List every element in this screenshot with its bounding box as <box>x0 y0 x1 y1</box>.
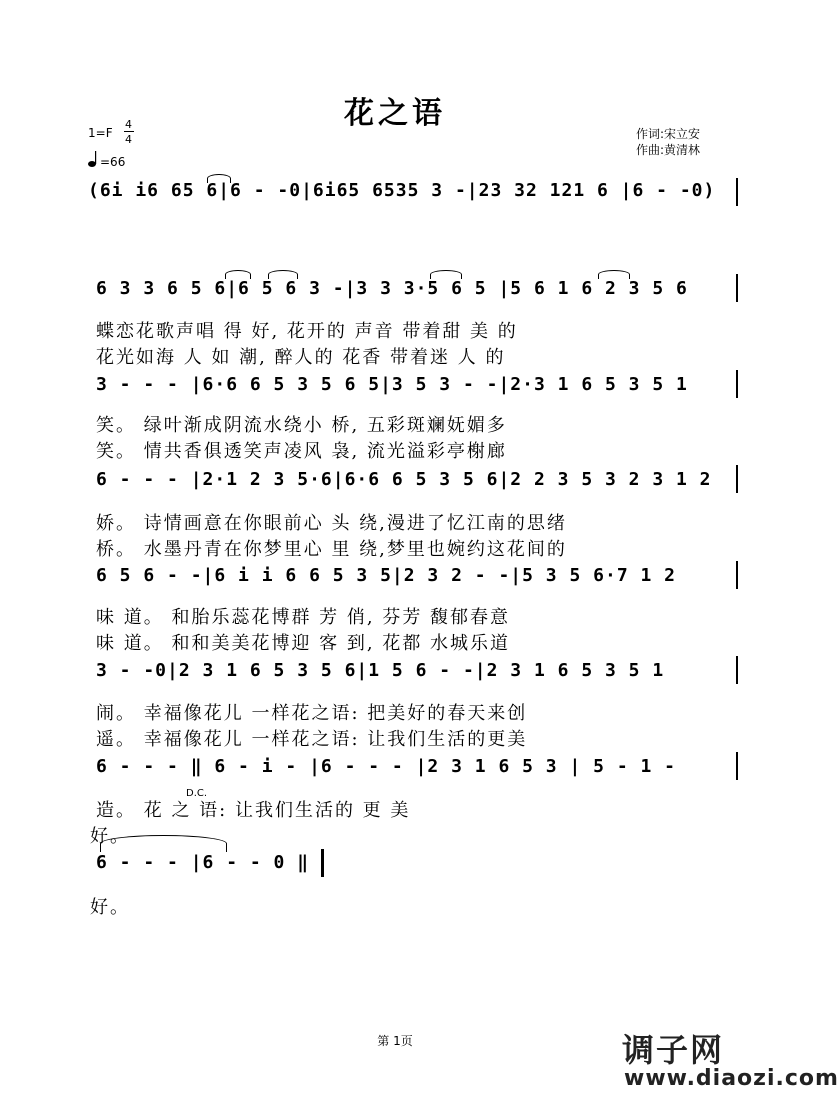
quarter-note-icon <box>88 150 100 172</box>
notation-row-1: 6 3 3 6 5 6|6 5 6 3 -|3 3 3·5 6 5 |5 6 1 6 2 3 5 6 <box>96 278 688 299</box>
lyric-row-3-verse-1: 娇。 诗情画意在你眼前心 头 绕,漫进了忆江南的思绪 <box>96 513 567 534</box>
lyric-row-6-verse-1: 造。 花 之 语: 让我们生活的 更 美 <box>96 800 411 821</box>
notation-row-2: 3 - - - |6·6 6 5 3 5 6 5|3 5 3 - -|2·3 1 6 5 3 5 1 <box>96 374 688 395</box>
tie-mark <box>268 270 298 279</box>
notation-row-6: 6 - - - ‖ 6 - i - |6 - - - |2 3 1 6 5 3 | 5 - 1 - <box>96 756 677 777</box>
song-title: 花之语 <box>344 96 446 131</box>
credits <box>636 126 700 158</box>
lyric-row-5-verse-2: 遥。 幸福像花儿 一样花之语: 让我们生活的更美 <box>96 729 528 750</box>
watermark-logo: 调子网 <box>622 1031 725 1069</box>
bar-line <box>736 561 738 589</box>
lyric-row-1-verse-1: 蝶恋花歌声唱 得 好, 花开的 声音 带着甜 美 的 <box>96 321 518 342</box>
lyric-row-6-verse-2: 好。 <box>90 826 130 847</box>
lyric-row-1-verse-2: 花光如海 人 如 潮, 醉人的 花香 带着迷 人 的 <box>96 347 506 368</box>
meter-divider <box>124 131 134 132</box>
notation-row-3: 6 - - - |2·1 2 3 5·6|6·6 6 5 3 5 6|2 2 3 5 3 2 3 1 2 <box>96 469 712 490</box>
key-signature: 1=F <box>88 126 113 140</box>
page-number: 第 1页 <box>377 1034 413 1048</box>
tie-mark <box>207 174 231 183</box>
bar-line <box>736 178 738 206</box>
lyricist: 作词:宋立安 <box>636 127 701 141</box>
lyric-row-2-verse-2: 笑。 情共香俱透笑声凌风 袅, 流光溢彩亭榭廊 <box>96 441 507 462</box>
notation-row-4: 6 5 6 - -|6 i i 6 6 5 3 5|2 3 2 - -|5 3 5 6·7 1 2 <box>96 565 677 586</box>
bar-line <box>736 370 738 398</box>
bar-line <box>736 752 738 780</box>
bar-line <box>736 465 738 493</box>
meter-top: 4 <box>125 118 132 131</box>
watermark-url: www.diaozi.com <box>624 1066 839 1091</box>
lyric-row-2-verse-1: 笑。 绿叶渐成阴流水绕小 桥, 五彩斑斓妩媚多 <box>96 415 507 436</box>
bar-line <box>736 656 738 684</box>
tie-mark <box>100 835 227 852</box>
notation-row-7: 6 - - - |6 - - 0 ‖ <box>96 852 310 873</box>
tie-mark <box>598 270 630 279</box>
tempo-marking: =66 <box>100 155 126 169</box>
final-bar-line <box>321 849 324 877</box>
lyric-row-4-verse-2: 味 道。 和和美美花博迎 客 到, 花都 水城乐道 <box>96 633 511 654</box>
notation-row-5: 3 - -0|2 3 1 6 5 3 5 6|1 5 6 - -|2 3 1 6 5 3 5 1 <box>96 660 665 681</box>
notation-row-intro: (6i i6 65 6|6 - -0|6i65 6535 3 -|23 32 121 6 |6 - -0) <box>88 180 716 201</box>
bar-line <box>736 274 738 302</box>
composer: 作曲:黄清林 <box>636 143 701 157</box>
tie-mark <box>430 270 462 279</box>
meter-bottom: 4 <box>125 133 132 146</box>
lyric-row-4-verse-1: 味 道。 和胎乐蕊花博群 芳 俏, 芬芳 馥郁春意 <box>96 607 511 628</box>
lyric-row-3-verse-2: 桥。 水墨丹青在你梦里心 里 绕,梦里也婉约这花间的 <box>96 539 567 560</box>
lyric-row-7: 好。 <box>90 897 130 918</box>
dc-marking: D.C. <box>186 788 208 799</box>
tie-mark <box>225 270 251 279</box>
lyric-row-5-verse-1: 闹。 幸福像花儿 一样花之语: 把美好的春天来创 <box>96 703 528 724</box>
